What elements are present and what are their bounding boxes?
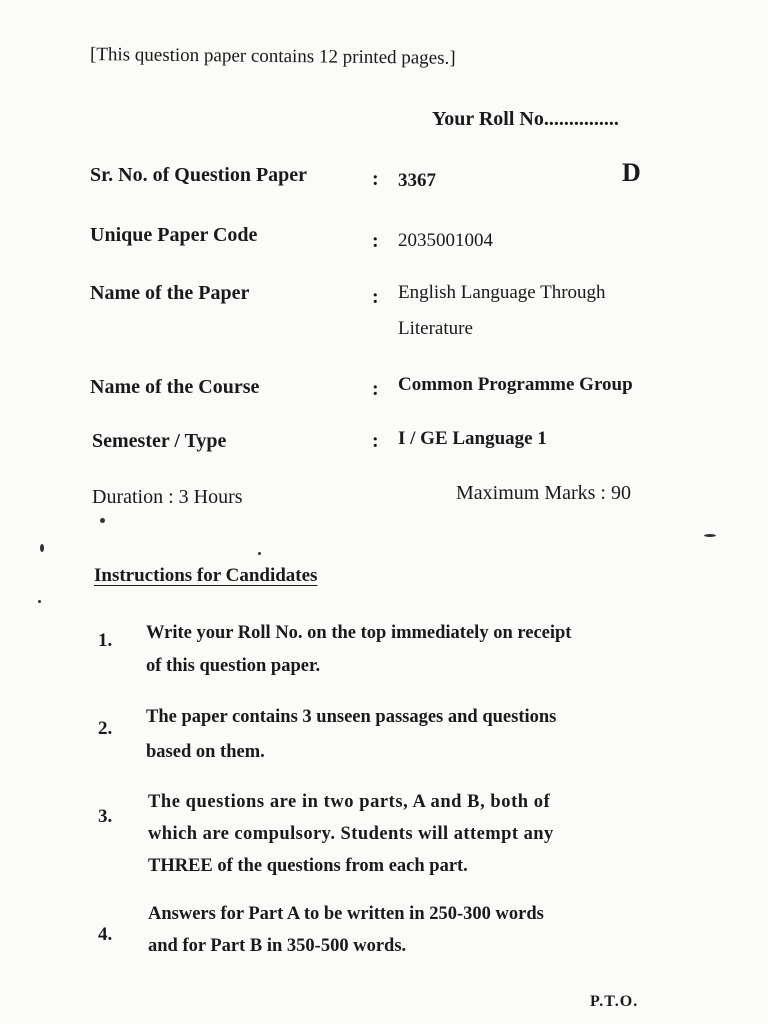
scan-speck — [38, 600, 41, 603]
field-value-paper-code: 2035001004 — [398, 230, 493, 251]
instruction-line: Answers for Part A to be written in 250-300 words — [148, 904, 544, 924]
instructions-title: Instructions for Candidates — [94, 565, 318, 586]
instruction-number: 1. — [98, 630, 113, 651]
field-label-semester: Semester / Type — [92, 430, 227, 452]
scan-speck — [40, 544, 44, 552]
field-label-sr-no: Sr. No. of Question Paper — [90, 164, 308, 186]
header-note: [This question paper contains 12 printed pages.] — [89, 44, 456, 69]
field-label-paper-code: Unique Paper Code — [90, 224, 258, 246]
duration: Duration : 3 Hours — [92, 486, 243, 508]
instruction-number: 3. — [98, 806, 113, 827]
instruction-number: 2. — [98, 718, 113, 739]
field-value-paper-name-line2: Literature — [398, 318, 473, 339]
scan-speck — [258, 552, 261, 555]
field-separator: : — [372, 430, 379, 452]
instruction-number: 4. — [98, 924, 113, 945]
scan-speck — [704, 534, 716, 537]
instruction-line: and for Part B in 350-500 words. — [148, 936, 407, 956]
field-value-course: Common Programme Group — [398, 374, 633, 395]
set-letter: D — [622, 158, 641, 187]
instruction-line: which are compulsory. Students will attempt any — [148, 824, 554, 844]
field-value-sr-no: 3367 — [398, 170, 436, 191]
field-label-paper-name: Name of the Paper — [90, 282, 250, 304]
instruction-line: THREE of the questions from each part. — [148, 856, 468, 876]
scan-speck — [100, 518, 105, 523]
field-separator: : — [372, 378, 379, 400]
instruction-line: The paper contains 3 unseen passages and questions — [146, 707, 557, 727]
instruction-line: based on them. — [146, 742, 265, 762]
instruction-line: The questions are in two parts, A and B, both of — [148, 792, 551, 812]
field-value-paper-name: English Language Through — [398, 282, 606, 303]
field-separator: : — [372, 230, 379, 252]
instruction-line: of this question paper. — [146, 656, 321, 676]
maximum-marks: Maximum Marks : 90 — [456, 482, 631, 504]
field-separator: : — [372, 286, 379, 308]
instruction-line: Write your Roll No. on the top immediately on receipt — [146, 623, 572, 643]
field-separator: : — [372, 168, 379, 190]
please-turn-over: P.T.O. — [590, 993, 639, 1010]
roll-number-field: Your Roll No............... — [432, 108, 619, 130]
field-value-semester: I / GE Language 1 — [398, 428, 547, 449]
field-label-course: Name of the Course — [90, 376, 260, 398]
